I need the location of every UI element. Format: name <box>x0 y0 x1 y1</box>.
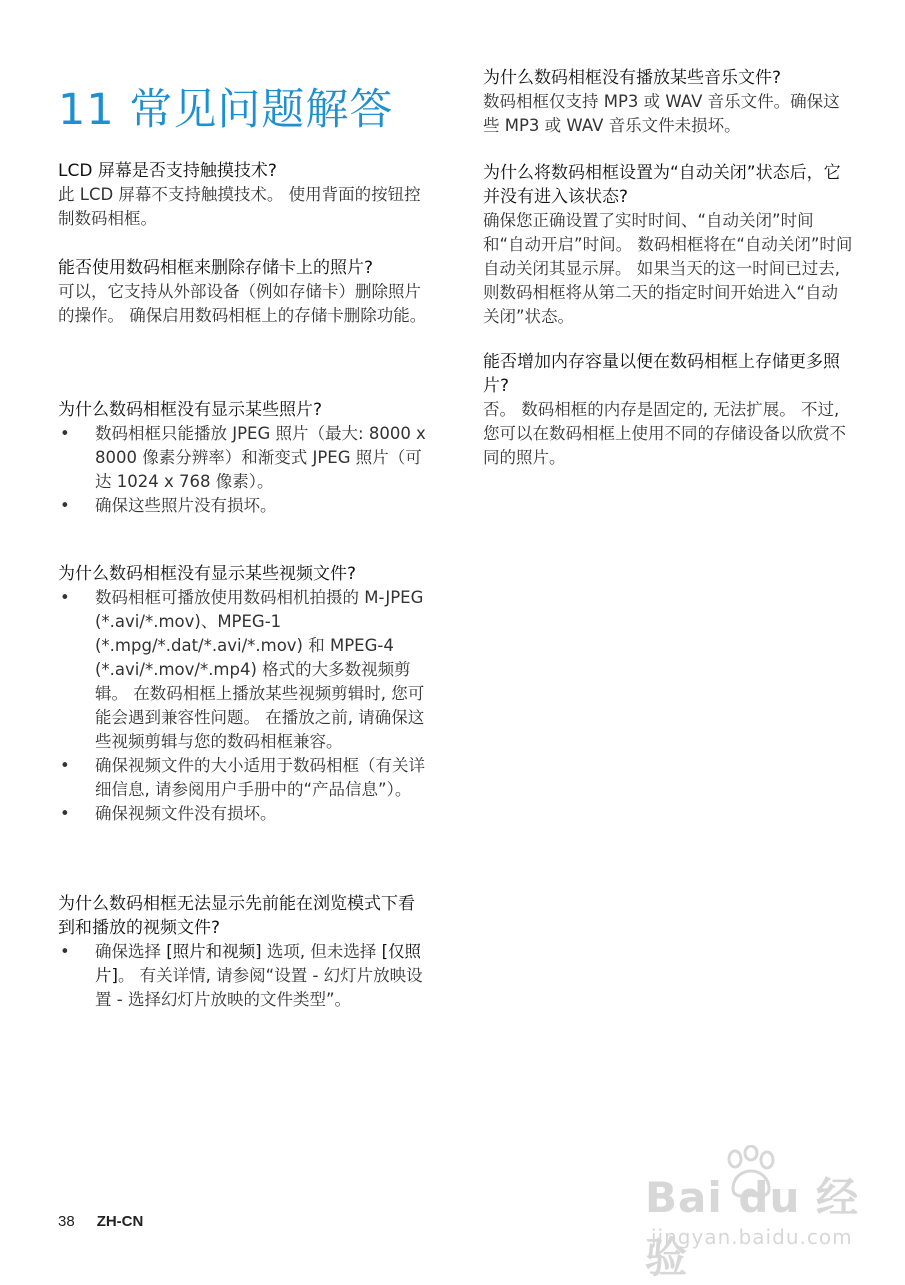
faq-answer: 可以，它支持从外部设备（例如存储卡）删除照片的操作。 确保启用数码相框上的存储卡删除功能。 <box>58 282 427 325</box>
faq-item-memory <box>483 350 853 470</box>
page-footer <box>58 1213 143 1230</box>
faq-question: 为什么数码相框无法显示先前能在浏览模式下看到和播放的视频文件? <box>58 894 415 938</box>
faq-question: 为什么数码相框没有显示某些视频文件? <box>58 564 357 584</box>
list-item: • 确保视频文件的大小适用于数码相框（有关详细信息, 请参阅用户手册中的“产品信息”）。 <box>60 756 425 799</box>
faq-question: 能否使用数码相框来删除存储卡上的照片? <box>58 258 374 278</box>
faq-item-delete <box>58 256 428 328</box>
faq-question: 为什么将数码相框设置为“自动关闭”状态后，它并没有进入该状态? <box>483 163 841 207</box>
faq-question: LCD 屏幕是否支持触摸技术? <box>58 161 277 181</box>
bullet-icon: • <box>60 942 70 961</box>
faq-item-touch <box>58 159 428 231</box>
faq-answer: 否。 数码相框的内存是固定的, 无法扩展。 不过, 您可以在数码相框上使用不同的存储设备以欣赏不同的照片。 <box>483 400 846 467</box>
bullet-list <box>58 422 428 518</box>
faq-answer: 此 LCD 屏幕不支持触摸技术。 使用背面的按钮控制数码相框。 <box>58 185 421 228</box>
bullet-icon: • <box>60 756 70 775</box>
baidu-watermark <box>645 1145 875 1282</box>
list-item: • 确保选择 [照片和视频] 选项, 但未选择 [仅照片]。 有关详情, 请参阅“设置 - 幻灯片放映设置 - 选择幻灯片放映的文件类型”。 <box>60 942 423 1009</box>
faq-question: 为什么数码相框没有显示某些照片? <box>58 400 323 420</box>
option-photos-only: [仅照片] <box>95 942 422 985</box>
bullet-icon: • <box>60 804 70 823</box>
list-item: • 数码相框可播放使用数码相机拍摄的 M-JPEG (*.avi/*.mov)、MPEG-1 (*.mpg/*.dat/*.avi/*.mov) 和 MPEG-4 (*.avi/*.mov/*.mp4) 格式的大多数视频剪辑。 在数码相框上播放某些视频剪辑时, 您可能会遇到兼容性问题。 在播放之前, 请确保这些视频剪辑与您的数码相框兼容。 <box>60 588 425 751</box>
language-code: ZH-CN <box>96 1213 144 1230</box>
faq-item-music <box>483 66 853 138</box>
faq-item-photos <box>58 398 428 518</box>
bullet-icon: • <box>60 588 70 607</box>
faq-item-browse-videos <box>58 892 428 1012</box>
chapter-title: 11 常见问题解答 <box>58 84 394 135</box>
watermark-logo: Bai du 经验 <box>645 1173 859 1282</box>
page-number: 38 <box>58 1213 75 1230</box>
option-photos-videos: [照片和视频] <box>166 942 262 961</box>
bullet-list <box>58 586 428 826</box>
faq-question: 为什么数码相框没有播放某些音乐文件? <box>483 68 782 88</box>
list-item: • 确保视频文件没有损坏。 <box>58 802 428 826</box>
faq-question: 能否增加内存容量以便在数码相框上存储更多照片? <box>483 352 840 396</box>
faq-answer: 确保您正确设置了实时时间、“自动关闭”时间和“自动开启”时间。 数码相框将在“自动关闭”时间自动关闭其显示屏。 如果当天的这一时间已过去, 则数码相框将从第二天的指定时间开始进入“自动关闭”状态。 <box>483 211 853 326</box>
faq-item-videos <box>58 562 428 826</box>
faq-answer: 数码相框仅支持 MP3 或 WAV 音乐文件。确保这些 MP3 或 WAV 音乐文件未损坏。 <box>483 92 840 135</box>
bullet-icon: • <box>60 424 70 443</box>
faq-item-auto-off <box>483 161 853 329</box>
list-item: • 确保这些照片没有损坏。 <box>58 494 428 518</box>
bullet-list <box>58 940 428 1012</box>
watermark-url: jingyan.baidu.com <box>651 1225 853 1249</box>
bullet-icon: • <box>60 496 70 515</box>
list-item: • 数码相框只能播放 JPEG 照片（最大: 8000 x 8000 像素分辨率）和渐变式 JPEG 照片（可达 1024 x 768 像素）。 <box>60 424 426 491</box>
